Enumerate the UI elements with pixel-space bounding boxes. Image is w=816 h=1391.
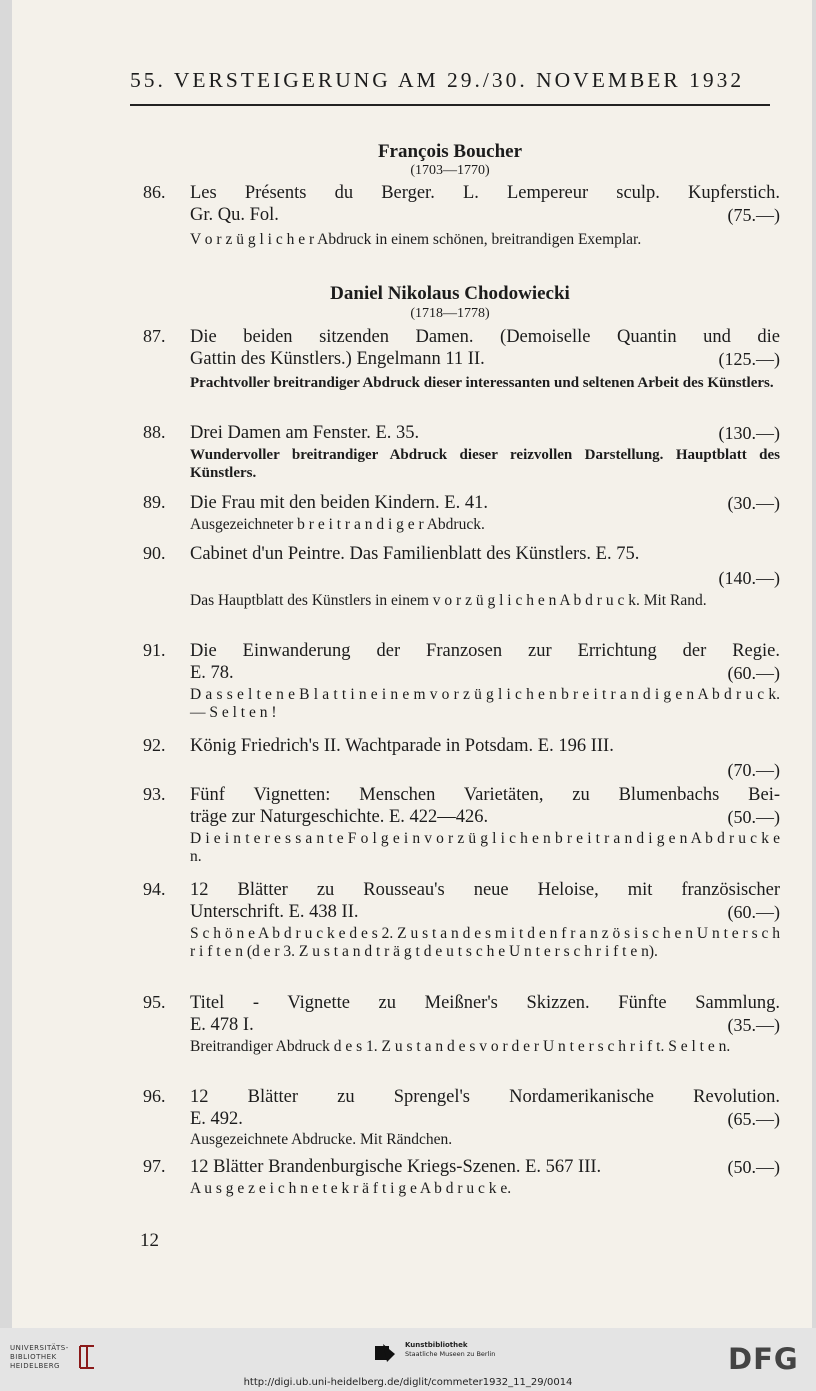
artist-dates-chodowiecki: (1718—1778) [410, 306, 490, 321]
viewer-footer [0, 1328, 816, 1391]
lot-number: 93. [143, 784, 166, 804]
lot-price: (50.—) [727, 1157, 780, 1177]
lot-number: 96. [143, 1086, 166, 1106]
university-logo-icon [76, 1342, 98, 1372]
lot-description: Wundervoller breitrandiger Abdruck dieser reizvollen Darstellung. Hauptblatt des Künstlers. [190, 447, 780, 481]
lot-description: S c h ö n e A b d r u c k e d e s 2. Z u s t a n d e s m i t d e n f r a n z ö s i s c h e n U n t e r s c h r i f t e n (d e r 3. Z u s t a n d t r ä g t d e u t s c h e U n t e r s c h r i f t e n). [190, 925, 780, 960]
lot-title-cont [190, 901, 780, 923]
lot-title: Die beiden sitzenden Damen. (Demoiselle Quantin und die [190, 327, 780, 347]
lot-title-cont [190, 204, 780, 226]
lot-title: 12 Blätter zu Rousseau's neue Heloise, mit französischer [190, 880, 780, 900]
lot-price: (50.—) [727, 807, 780, 827]
lot-price: (30.—) [727, 493, 780, 513]
source-url[interactable]: http://digi.ub.uni-heidelberg.de/diglit/commeter1932_11_29/0014 [243, 1377, 573, 1388]
lot-number: 95. [143, 992, 166, 1012]
lot-price: (75.—) [727, 205, 780, 225]
lot-description: V o r z ü g l i c h e r Abdruck in einem schönen, breitrandigen Exemplar. [190, 231, 642, 248]
university-library-name: UNIVERSITÄTS- BIBLIOTHEK HEIDELBERG [10, 1344, 69, 1370]
lot-number: 89. [143, 492, 166, 512]
lot-description: D i e i n t e r e s s a n t e F o l g e i n v o r z ü g l i c h e n b r e i t r a n d i g e n A b d r u c k e n. [190, 830, 780, 865]
lot-description: A u s g e z e i c h n e t e k r ä f t i g e A b d r u c k e. [190, 1180, 512, 1197]
lot-title: Les Présents du Berger. L. Lempereur sculp. Kupferstich. [190, 183, 780, 203]
lot-price: (125.—) [718, 349, 780, 369]
kunstbibliothek-name: Kunstbibliothek [405, 1341, 468, 1349]
lot-title-cont [190, 662, 780, 684]
lot-description: Das Hauptblatt des Künstlers in einem v o r z ü g l i c h e n A b d r u c k. Mit Rand. [190, 592, 707, 609]
header-rule [130, 104, 770, 106]
lot-description: Ausgezeichneter b r e i t r a n d i g e r Abdruck. [190, 516, 485, 533]
lot-title: 12 Blätter zu Sprengel's Nordamerikanische Revolution. [190, 1087, 780, 1107]
lot-number: 97. [143, 1156, 166, 1176]
lot-title-cont [190, 348, 780, 370]
lot-title-cont [190, 1108, 780, 1130]
lot-title: Fünf Vignetten: Menschen Varietäten, zu Blumenbachs Bei- [190, 785, 780, 805]
page-number: 12 [140, 1230, 159, 1251]
lot-price: (65.—) [727, 1109, 780, 1129]
lot-number: 87. [143, 326, 166, 346]
lot-title-cont-text: E. 78. [190, 663, 234, 683]
lot-title-cont-text: Gattin des Künstlers.) Engelmann 11 II. [190, 349, 485, 369]
lot-description: Prachtvoller breitrandiger Abdruck dieser interessanten und seltenen Arbeit des Künstlers. [190, 375, 774, 391]
lot-title-cont-text: E. 492. [190, 1109, 243, 1129]
lot-number: 91. [143, 640, 166, 660]
lot-title-cont-text: träge zur Naturgeschichte. E. 422—426. [190, 807, 489, 827]
lot-number: 94. [143, 879, 166, 899]
lot-title-row [190, 422, 780, 444]
lot-title-cont [190, 1014, 780, 1036]
lot-price: (60.—) [727, 902, 780, 922]
kunstbibliothek-logo-icon [373, 1342, 397, 1364]
kunstbibliothek-subtitle: Staatliche Museen zu Berlin [405, 1350, 496, 1358]
lot-price: (60.—) [727, 663, 780, 683]
lot-description: Ausgezeichnete Abdrucke. Mit Rändchen. [190, 1131, 453, 1148]
lot-number: 92. [143, 735, 166, 755]
lot-title-cont-text: Gr. Qu. Fol. [190, 205, 279, 225]
lot-number: 86. [143, 182, 166, 202]
lot-title: Die Frau mit den beiden Kindern. E. 41. [190, 493, 488, 513]
lot-description: Breitrandiger Abdruck d e s 1. Z u s t a n d e s v o r d e r U n t e r s c h r i f t. S e l t e n. [190, 1038, 731, 1055]
artist-heading-boucher: François Boucher [377, 141, 523, 162]
artist-heading-chodowiecki: Daniel Nikolaus Chodowiecki [330, 283, 570, 304]
lot-number: 88. [143, 422, 166, 442]
lot-title: Cabinet d'un Peintre. Das Familienblatt des Künstlers. E. 75. [190, 544, 640, 564]
page-header: 55. VERSTEIGERUNG AM 29./30. NOVEMBER 1932 [130, 68, 745, 92]
lot-title-cont-text: E. 478 I. [190, 1015, 254, 1035]
dfg-logo: DFG [728, 1342, 799, 1376]
lot-price-row [190, 759, 780, 781]
lot-title: Titel - Vignette zu Meißner's Skizzen. Fünfte Sammlung. [190, 993, 780, 1013]
lot-description: D a s s e l t e n e B l a t t i n e i n e m v o r z ü g l i c h e n b r e i t r a n d i g e n A b d r u c k. — S e l t e n ! [190, 686, 780, 721]
lot-price-row [190, 567, 780, 589]
lot-title: König Friedrich's II. Wachtparade in Potsdam. E. 196 III. [190, 736, 614, 756]
lot-title-cont-text: Unterschrift. E. 438 II. [190, 902, 359, 922]
lot-price: (35.—) [727, 1015, 780, 1035]
lot-price: (130.—) [718, 423, 780, 443]
lot-title: Die Einwanderung der Franzosen zur Errichtung der Regie. [190, 641, 780, 661]
lot-price: (70.—) [727, 760, 780, 780]
lot-title: Drei Damen am Fenster. E. 35. [190, 423, 420, 443]
lot-title: 12 Blätter Brandenburgische Kriegs-Szenen. E. 567 III. [190, 1157, 602, 1177]
lot-number: 90. [143, 543, 166, 563]
lot-title-cont [190, 806, 780, 828]
artist-dates-boucher: (1703—1770) [410, 163, 490, 178]
lot-title-row [190, 492, 780, 514]
lot-price: (140.—) [718, 568, 780, 588]
lot-title-row [190, 1156, 780, 1178]
